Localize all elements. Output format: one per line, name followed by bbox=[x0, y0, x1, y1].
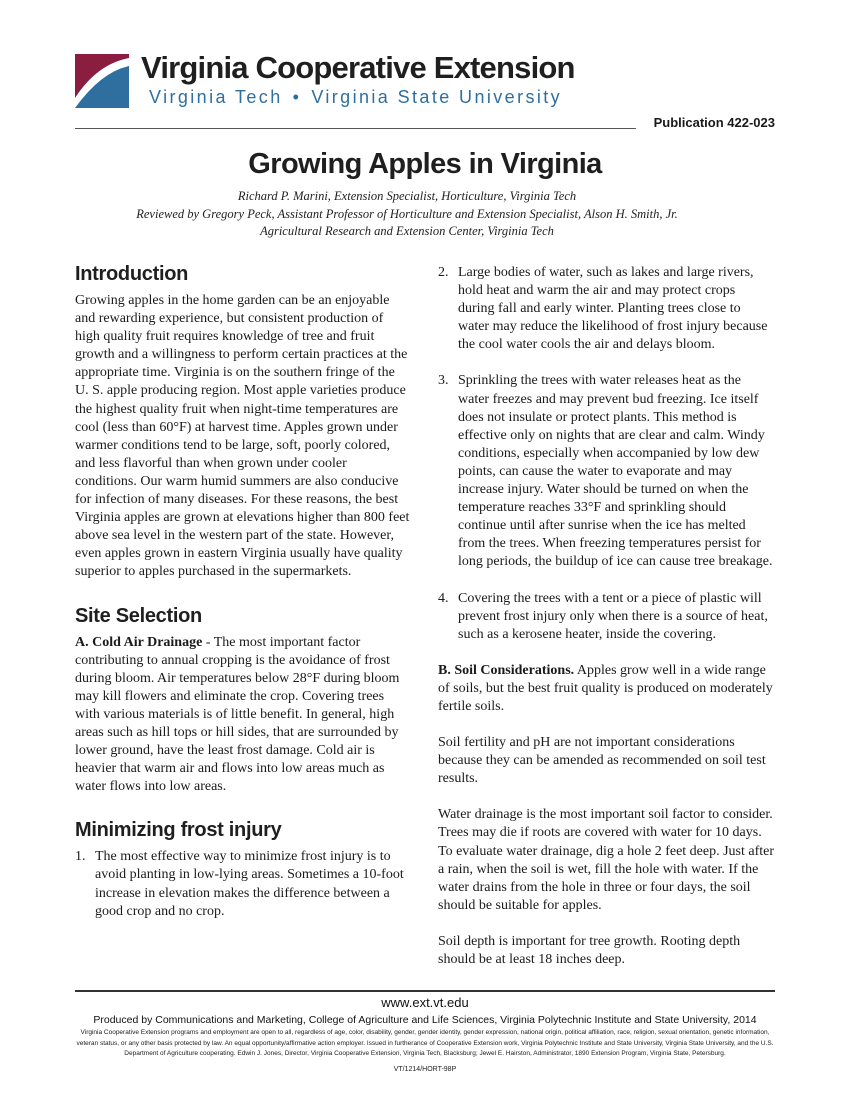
byline-line-3: Agricultural Research and Extension Center, Virginia Tech bbox=[260, 224, 554, 238]
intro-heading: Introduction bbox=[75, 263, 189, 285]
org-sub-separator: • bbox=[292, 87, 302, 107]
page-title: Growing Apples in Virginia bbox=[248, 148, 602, 180]
list-item bbox=[438, 590, 775, 644]
list-item-number: 1. bbox=[75, 849, 86, 865]
cold-air-paragraph bbox=[75, 634, 411, 797]
list-item bbox=[438, 372, 775, 571]
publication-number: Publication 422-023 bbox=[653, 115, 775, 130]
list-item-number: 2. bbox=[438, 265, 449, 280]
org-sub-vt: Virginia Tech bbox=[149, 87, 283, 107]
list-item-text: Large bodies of water, such as lakes and large rivers, hold heat and warm the air and may protect crops during fall and early winter. Planting trees close to water may reduce the likelihood of frost injury because the cool water cools the air and delays bloom. bbox=[458, 265, 768, 353]
footer-produced-by: Produced by Communications and Marketing, College of Agriculture and Life Sciences, Virginia Polytechnic Institute and State University, 2014 bbox=[93, 1014, 757, 1026]
footer-url-link[interactable]: www.ext.vt.edu bbox=[381, 995, 469, 1010]
soil-depth-paragraph: Soil depth is important for tree growth. Rooting depth should be at least 18 inches deep. bbox=[438, 933, 741, 967]
intro-paragraph: Growing apples in the home garden can be an enjoyable and rewarding experience, but consistent production of high quality fruit requires knowledge of tree and fruit growth and a willingness to perform certain practices at the appropriate time. Virginia is on the southern fringe of the U. S. apple producing region. Most apple varieties produce the highest quality fruit when night-time temperatures are cool (less than 60°F) at harvest time. Apples grown under warmer conditions tend to be large, soft, poorly colored, and less flavorful than when grown under cooler conditions. Our warm humid summers are also conducive for infection of many diseases. For these reasons, the best Virginia apples are grown at elevations higher than 800 feet above sea level in the western part of the state. However, even apples grown in eastern Virginia usually have quality superior to apples purchased in the supermarkets. bbox=[75, 293, 410, 580]
water-drainage-paragraph: Water drainage is the most important soil factor to consider. Trees may die if roots are covered with water for 10 days. To evaluate water drainage, dig a hole 2 feet deep. Just after a rain, when the soil is wet, fill the hole with water. If the water drains from the hole in three or four days, the soil should be suitable for apples. bbox=[438, 807, 775, 913]
soil-lead: B. Soil Considerations. bbox=[438, 662, 575, 678]
list-item-text: Sprinkling the trees with water releases heat as the water freezes and may prevent bud freezing. Ice itself does not insulate or protect plants. This method is effective only on nights that are clear and calm. Windy conditions, especially when accompanied by low dew points, can cause the water to evaporate and may increase injury. Water should be turned on when the temperature reaches 33°F and sprinkling should continue until after sunrise when the ice has melted from the trees. When freezing temperatures persist for long periods, the buildup of ice can cause tree breakage. bbox=[458, 373, 773, 570]
site-selection-heading: Site Selection bbox=[75, 604, 202, 627]
list-item-text: Covering the trees with a tent or a piece of plastic will prevent frost injury only when there is a source of heat, such as a kerosene heater, inside the covering. bbox=[458, 590, 768, 642]
soil-paragraph bbox=[438, 662, 775, 716]
list-item-number: 3. bbox=[438, 373, 449, 389]
vce-logo-icon bbox=[75, 54, 129, 108]
soil-fertility-paragraph: Soil fertility and pH are not important considerations because they can be amended as recommended on soil test results. bbox=[438, 735, 766, 787]
org-subtitle bbox=[149, 87, 562, 108]
header-rule bbox=[75, 128, 636, 129]
footer-legal-notice: Virginia Cooperative Extension programs and employment are open to all, regardless of age, color, disability, gender, gender identity, gender expression, national origin, political affiliation, race, religion, sexual orientation, genetic information, veteran status, or any other basis protected by law. An equal opportunity/affirmative action employer. Issued in furtherance of Cooperative Extension work, Virginia Polytechnic Institute and State University, Virginia State University, and the U.S. Department of Agriculture cooperating. Edwin J. Jones, Director, Virginia Cooperative Extension, Virginia Tech, Blacksburg; Jewel E. Hairston, Administrator, 1890 Extension Program, Virginia State, Petersburg. bbox=[76, 1029, 774, 1058]
left-column bbox=[75, 262, 411, 921]
list-item-number: 4. bbox=[438, 590, 449, 606]
byline-line-1: Richard P. Marini, Extension Specialist, Horticulture, Virginia Tech bbox=[237, 189, 577, 203]
cold-air-body: - The most important factor contributing to annual cropping is the avoidance of frost during bloom. Air temperatures below 28°F during bloom may kill flowers and eliminate the crop. Covering trees with various materials is of little benefit. In general, high areas such as hill tops or hill sides, that are surrounded by lower ground, have the least frost damage. Cold air is heavier that warm air and flows into low areas much as water flows into low areas. bbox=[75, 634, 400, 795]
list-item bbox=[75, 848, 411, 920]
cold-air-lead: A. Cold Air Drainage bbox=[75, 634, 203, 650]
byline-line-2: Reviewed by Gregory Peck, Assistant Professor of Horticulture and Extension Specialist, Alson H. Smith, Jr. bbox=[136, 206, 678, 221]
frost-heading: Minimizing frost injury bbox=[75, 819, 282, 842]
right-column bbox=[438, 264, 775, 969]
org-name: Virginia Cooperative Extension bbox=[141, 50, 575, 85]
list-item bbox=[438, 264, 775, 354]
list-item-text: The most effective way to minimize frost injury is to avoid planting in low-lying areas. Sometimes a 10-foot increase in elevation makes the difference between a good crop and no crop. bbox=[95, 849, 404, 919]
soil-intro: Apples grow well in a wide range of soils, but the best fruit quality is produced on moderately fertile soils. bbox=[438, 662, 773, 714]
byline bbox=[75, 188, 739, 241]
footer-rule bbox=[75, 990, 775, 992]
footer-publication-code: VT/1214/HORT-98P bbox=[393, 1066, 457, 1073]
org-sub-vsu: Virginia State University bbox=[311, 87, 563, 107]
